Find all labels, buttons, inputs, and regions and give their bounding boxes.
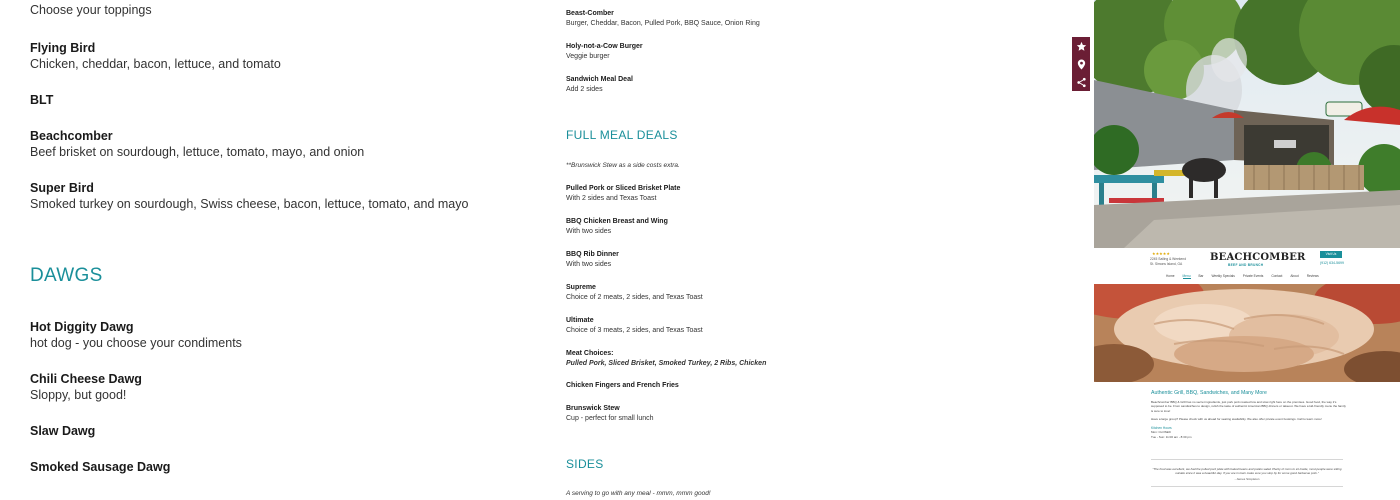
nav-contact[interactable]: Contact [1271,274,1283,278]
menu-item [566,217,668,237]
menu-item [566,381,679,391]
menu-item-name: BBQ Chicken Breast and Wing [566,218,668,225]
preview-nav [1166,274,1319,279]
toppings-note: Choose your toppings [30,3,152,17]
menu-item-desc: Pulled Pork, Sliced Brisket, Smoked Turkey, 2 Ribs, Chicken [566,360,767,367]
menu-item-desc: With two sides [566,261,612,268]
menu-item-name: Ultimate [566,317,594,324]
logo-subtitle: BEEF AND BRUNCH [1228,263,1264,267]
menu-item [30,128,364,160]
visit-us-button[interactable]: Visit Us [1320,251,1342,258]
menu-item-name: Chili Cheese Dawg [30,372,142,386]
menu-item-desc: Choice of 3 meats, 2 sides, and Texas Toast [566,327,703,334]
map-pin-icon[interactable] [1076,59,1087,70]
menu-item-desc: Choice of 2 meats, 2 sides, and Texas Toast [566,294,703,301]
menu-item-desc: Chicken, cheddar, bacon, lettuce, and tomato [30,57,281,71]
menu-item-name: Brunswick Stew [566,405,620,412]
nav-menu[interactable]: Menu [1182,274,1191,278]
menu-item-desc: Smoked turkey on sourdough, Swiss cheese, bacon, lettuce, tomato, and mayo [30,197,469,211]
menu-item-desc: Sloppy, but good! [30,388,127,402]
pulled-pork-sandwich-image [1094,284,1400,382]
menu-item [30,371,142,403]
nav-bar[interactable]: Bar [1198,274,1204,278]
nav-reviews[interactable]: Reviews [1306,274,1319,278]
phone-number[interactable]: (912) 634-5699 [1320,261,1344,265]
share-icon[interactable] [1076,77,1087,88]
menu-item-name: Pulled Pork or Sliced Brisket Plate [566,185,681,192]
menu-item [30,459,170,475]
section-title-full-meal-deals: FULL MEAL DEALS [566,128,678,142]
menu-item-name: Sandwich Meal Deal [566,76,633,83]
menu-item [30,40,281,72]
preview-heading: Authentic Grill, BBQ, Sandwiches, and Many More [1151,390,1267,396]
divider [1151,486,1343,487]
menu-item-desc: Cup - perfect for small lunch [566,415,654,422]
review-quote: "The food was excellent, we had the pulled pork plate with baked beans and potato salad. Plenty of room to sit inside, most people were sitting outside since it was a beautiful day. If you are in town make sure you stop by for some good barbecue pork." [1152,467,1342,476]
nav-weekly-specials[interactable]: Weekly Specials [1211,274,1235,278]
star-icon[interactable] [1076,41,1087,52]
menu-item-name: BLT [30,93,54,107]
preview-body [1151,390,1346,439]
menu-item-name: Beast-Comber [566,10,614,17]
website-preview [1094,248,1400,500]
menu-item [566,184,680,204]
menu-item-desc: Beef brisket on sourdough, lettuce, tomato, mayo, and onion [30,145,365,159]
nav-private-events[interactable]: Private Events [1242,274,1264,278]
menu-item [566,250,619,270]
menu-item-desc: hot dog - you choose your condiments [30,336,242,350]
menu-item-name: Super Bird [30,181,94,195]
section-title-sides: SIDES [566,457,604,471]
kitchen-hours-line: Tue - Sun: 11:00 am - 8:30 pm [1151,434,1192,439]
menu-item-name: Chicken Fingers and French Fries [566,382,679,389]
menu-item [566,349,766,369]
preview-intro: Beachcomber BBQ & Grill has no secret ingredients, just pork pork roasted low and slow right here on the premises. Good food, the way it's supposed to be. From sandwiches to design, relish the taste of authentic American BBQ dinners or takeout. We have a kid-friendly menu the family is sure to love! [1151,400,1346,413]
menu-item [30,423,95,439]
menu-item-desc: With 2 sides and Texas Toast [566,195,657,202]
menu-item-name: Hot Diggity Dawg [30,320,134,334]
section-note: A serving to go with any meal - mmm, mmm good! [566,490,711,497]
beachcomber-logo: BEACHCOMBER [1210,252,1306,263]
restaurant-photo [1094,0,1400,248]
kitchen-hours-title: Kitchen Hours [1151,425,1172,430]
menu-item [566,9,760,29]
menu-item-desc: Add 2 sides [566,86,603,93]
menu-item [30,92,53,108]
restaurant-exterior-image [1094,0,1400,248]
menu-item [566,283,703,303]
menu-item-desc: Veggie burger [566,53,610,60]
menu-item-name: Smoked Sausage Dawg [30,460,171,474]
menu-item-desc: Burger, Cheddar, Bacon, Pulled Pork, BBQ Sauce, Onion Ring [566,20,760,27]
menu-item-name: Beachcomber [30,129,113,143]
section-title-dawgs: DAWGS [30,265,103,286]
address-line: 2245 Sailing & Weekend [1150,257,1187,261]
menu-item-name: Slaw Dawg [30,424,96,438]
food-photo [1094,284,1400,382]
nav-home[interactable]: Home [1166,274,1175,278]
menu-item-desc: With two sides [566,228,612,235]
section-note: **Brunswick Stew as a side costs extra. [566,162,680,169]
menu-item-name: Supreme [566,284,596,291]
menu-item-name: BBQ Rib Dinner [566,251,619,258]
menu-item-name: Flying Bird [30,41,96,55]
address-line: St. Simons Island, GA [1150,262,1183,266]
menu-item [566,316,703,336]
menu-item [30,319,242,351]
menu-item [30,180,468,212]
divider [1151,459,1343,460]
menu-item [566,75,633,95]
nav-about[interactable]: About [1290,274,1299,278]
review-author: - James Simpleton [1234,477,1260,481]
menu-item [566,42,643,62]
kitchen-hours-line: Mon: CLOSED [1151,430,1171,435]
preview-group-note: Have a large group? Please check with us ahead for seating availability. We also offer private event bookings. Call to learn more! [1151,417,1322,422]
menu-item-name: Meat Choices: [566,350,614,357]
social-bar [1072,37,1090,91]
menu-item-name: Holy-not-a-Cow Burger [566,43,643,50]
preview-header [1094,248,1400,284]
rating-stars: ★★★★★ [1152,251,1170,256]
menu-item [566,404,654,424]
preview-address [1150,257,1186,267]
